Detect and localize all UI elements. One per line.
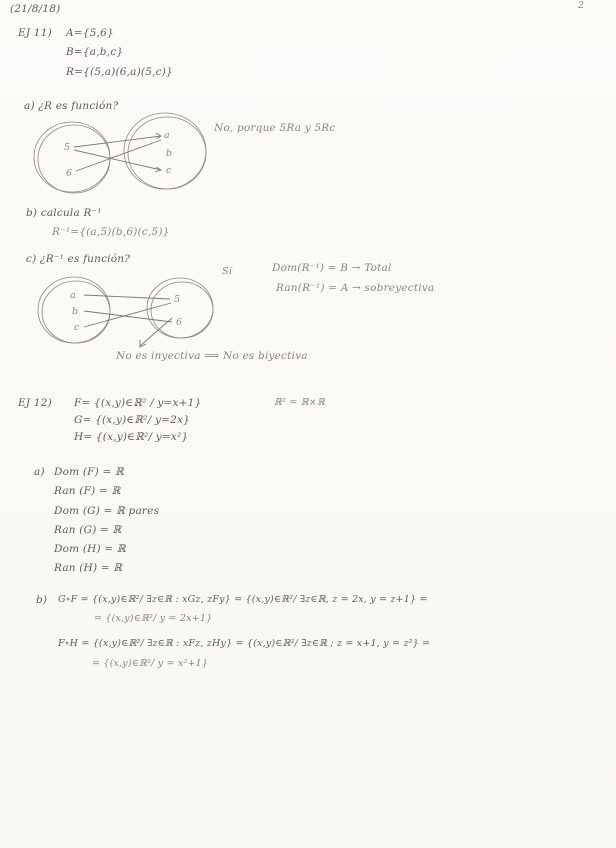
ej12-h: H= {(x,y)∈ℝ²/ y=x²}	[74, 431, 189, 443]
diagram1-domain-circle	[34, 122, 110, 192]
diagram1-arrow-6-a	[76, 140, 161, 171]
ej11-label: EJ 11)	[18, 27, 52, 39]
ej11-part-a-answer: No, porque 5Ra y 5Rc	[214, 122, 336, 134]
diagram2-elem-b: b	[72, 306, 79, 317]
ej11-part-c-question: c) ¿R⁻¹ es función?	[26, 253, 131, 265]
ej12-part-a-label: a)	[34, 466, 45, 478]
diagram2-elem-6: 6	[176, 317, 183, 328]
diagram2-pointer-line	[140, 318, 172, 346]
ej11-part-a-question: a) ¿R es función?	[24, 100, 119, 112]
ej12-part-a-line: Ran (F) = ℝ	[54, 485, 121, 497]
ej12-part-b-line3: F∘H = {(x,y)∈ℝ²/ ∃z∈ℝ : xFz, zHy} = {(x,y)∈ℝ²/ ∃z∈ℝ ; z = x+1, y = z²} =	[58, 638, 431, 649]
ej12-part-b-line1: G∘F = {(x,y)∈ℝ²/ ∃z∈ℝ : xGz, zFy} = {(x,y)∈ℝ²/ ∃z∈ℝ, z = 2x, y = z+1} =	[58, 594, 428, 605]
ej12-label: EJ 12)	[18, 397, 52, 409]
diagram1-arrow-5-a	[74, 136, 161, 147]
ej11-part-c-conclusion: No es inyectiva ⟹ No es biyectiva	[116, 350, 308, 362]
ej11-set-b: B={a,b,c}	[66, 46, 124, 58]
diagram1-elem-c: c	[166, 165, 172, 176]
ej11-set-a: A={5,6}	[66, 27, 114, 39]
diagram1-elem-5: 5	[64, 142, 71, 153]
diagram1-elem-6: 6	[66, 168, 73, 179]
diagram1-codomain-circle-stroke	[128, 117, 206, 189]
ej12-f: F= {(x,y)∈ℝ² / y=x+1}	[74, 397, 202, 409]
ej12-part-a-line: Dom (G) = ℝ pares	[54, 505, 160, 517]
ej12-part-a-line: Dom (F) = ℝ	[54, 466, 124, 478]
ej11-part-c-answer: Sí	[222, 266, 232, 277]
diagram1-codomain-circle	[124, 113, 206, 189]
ej12-part-a-line: Ran (H) = ℝ	[54, 562, 123, 574]
diagram2-codomain-circle	[147, 278, 213, 338]
diagram2-arrow-c-5	[84, 303, 171, 327]
ej11-part-c-dom: Dom(R⁻¹) = B → Total	[272, 262, 392, 274]
ej12-part-a-line: Dom (H) = ℝ	[54, 543, 126, 555]
diagram2-elem-a: a	[70, 290, 76, 301]
ej11-relation: R={(5,a)(6,a)(5,c)}	[66, 66, 173, 78]
ej12-part-a-line: Ran (G) = ℝ	[54, 524, 122, 536]
ej12-part-b-line2: = {(x,y)∈ℝ²/ y = 2x+1}	[94, 613, 213, 624]
diagram1-elem-a: a	[164, 130, 170, 141]
date: (21/8/18)	[10, 3, 61, 15]
ej11-part-b-answer: R⁻¹={(a,5)(b,6)(c,5)}	[52, 226, 170, 238]
diagram2-elem-5: 5	[174, 294, 181, 305]
ej11-part-c-ran: Ran(R⁻¹) = A → sobreyectiva	[276, 282, 435, 294]
ej12-part-b-label: b)	[36, 594, 48, 606]
diagram2-codomain-circle-stroke	[151, 282, 213, 338]
diagram2-arrow-a-5	[84, 295, 170, 299]
ej12-part-b-line4: = {(x,y)∈ℝ²/ y = x²+1}	[92, 658, 209, 669]
diagram2-elem-c: c	[74, 322, 80, 333]
ej11-part-b-question: b) calcula R⁻¹	[26, 207, 102, 219]
page-number: 2	[578, 0, 585, 11]
diagram2-domain-circle	[38, 277, 110, 343]
diagram1-elem-b: b	[166, 148, 173, 159]
diagram1-domain-circle-stroke	[38, 125, 110, 193]
diagram2-domain-circle-stroke	[42, 281, 110, 343]
diagram2-arrow-b-6	[84, 311, 172, 322]
ej12-g: G= {(x,y)∈ℝ²/ y=2x}	[74, 414, 190, 426]
ej12-note: ℝ² = ℝ×ℝ	[274, 397, 326, 408]
